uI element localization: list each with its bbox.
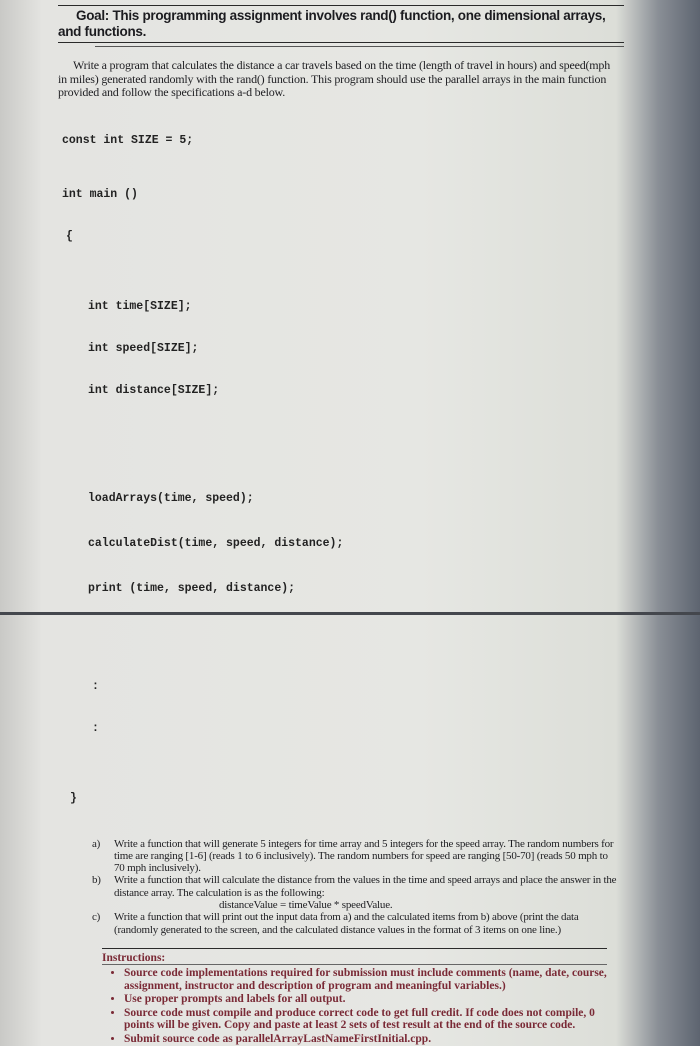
code-line: loadArrays(time, speed);: [88, 491, 254, 505]
instructions-list: [102, 967, 607, 1045]
specifications-list: [92, 838, 620, 936]
instructions-rule-top: [102, 948, 607, 949]
intro-paragraph: Write a program that calculates the distance a car travels based on the time (length of travel in hours) and speed(mph in miles) generated randomly with the rand() function. This program should use the parallel arrays in the main function provided and follow the specifications a-d below.: [58, 58, 611, 99]
code-block: [62, 106, 624, 834]
instruction-item: • Submit source code as parallelArrayLastNameFirstInitial.cpp.: [124, 1033, 607, 1046]
instruction-item: • Source code implementations required for submission must include comments (name, date, course, assignment, instructor and description of program and meaningful variables.): [124, 967, 607, 992]
goal-rule: [58, 42, 624, 43]
function-calls: [62, 464, 624, 624]
spec-item-b: [92, 874, 620, 911]
distance-formula: distanceValue = timeValue * speedValue.: [219, 898, 393, 911]
spec-text: Write a function that will calculate the distance from the values in the time and speed arrays and place the answer in the distance array. The calculation is as the following:: [114, 874, 617, 899]
spec-label: b): [92, 874, 101, 887]
code-line: print (time, speed, distance);: [88, 581, 296, 595]
ellipsis-line: :: [92, 679, 99, 693]
spec-item-a: [92, 838, 620, 875]
goal-heading: Goal: This programming assignment involves rand() function, one dimensional arrays, and functions.: [58, 8, 606, 39]
spec-label: c): [92, 911, 101, 924]
size-declaration: const int SIZE = 5;: [62, 133, 194, 147]
close-brace: }: [70, 791, 77, 805]
goal-rule-2: [95, 46, 624, 47]
spec-label: a): [92, 837, 101, 850]
instructions-heading: Instructions:: [102, 951, 166, 964]
instruction-item: • Use proper prompts and labels for all output.: [124, 993, 607, 1006]
document-page: [58, 5, 624, 1046]
code-line: int speed[SIZE];: [88, 341, 199, 355]
main-signature: int main (): [62, 187, 138, 201]
instructions-rule: [102, 964, 607, 965]
instruction-item: • Source code must compile and produce correct code to get full credit. If code does not compile, 0 points will be given. Copy and paste at least 2 sets of test result at the end of the source code.: [124, 1007, 607, 1032]
open-brace: {: [66, 229, 73, 243]
code-ellipsis: [62, 652, 624, 764]
code-line: int distance[SIZE];: [88, 383, 220, 397]
spec-item-c: [92, 911, 620, 936]
code-line: int time[SIZE];: [88, 299, 192, 313]
ellipsis-line: :: [92, 721, 99, 735]
spec-text: Write a function that will print out the input data from a) and the calculated items from b) above (print the data (randomly generated to the screen, and the calculated distance values in the format of 3 items on one line.): [114, 911, 579, 936]
instructions-box: [102, 952, 607, 1046]
spec-text: Write a function that will generate 5 integers for time array and 5 integers for the speed array. The random numbers for time are ranging [1-6] (reads 1 to 6 inclusively). The random numbers for speed are ranging [50-70] (reads 50 mph to 70 mph inclusively).: [114, 837, 614, 875]
array-declarations: [62, 272, 624, 426]
code-line: calculateDist(time, speed, distance);: [88, 536, 344, 550]
